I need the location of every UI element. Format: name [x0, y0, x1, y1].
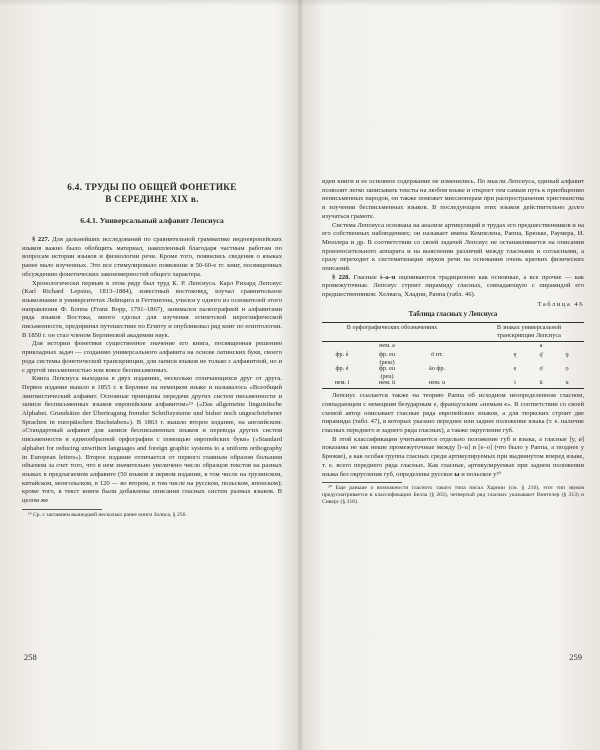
table-label: Таблица 46: [537, 300, 584, 308]
transcription-symbol: ẹ: [513, 365, 517, 373]
header-transcription-line-2: транскрипции Лепсиуса: [497, 332, 561, 340]
paragraph-228: [322, 274, 584, 300]
paragraph-text-a: Гласные: [350, 273, 381, 281]
orth-front: фр. è: [335, 351, 349, 359]
orth-central-main: нем. ü: [378, 379, 396, 387]
transcription-symbol: ọ̈: [539, 365, 543, 373]
page-number: 258: [24, 652, 37, 662]
table-header: [322, 323, 584, 342]
vowel-table: [322, 322, 584, 389]
orth-central-main: фр. eu: [378, 365, 396, 373]
orth-central-example: (peur): [379, 359, 395, 367]
paragraph-editions: Книга Лепсиуса выходила в двух изданиях, несколько отличающихся друг от друга. Первое издание вышло в 1855 г. в Берлине на немецком языке и называлось «Всеобщий лингвистический алфавит. Основные принципы передачи других систем письменности и записи бесписьменных языков европейским алфавитом»¹⁹ («Das allgemeine linguistische Alphabet. Grundsätze der Übertragung fremder Schriftsysteme und bisher noch ungeschriebener Sprachen in europäischen Buchstaben»). В 1863 г. вышло второе издание, на английском: «Стандартный алфавит для записи бесписьменных языков и перевода других систем письменности в единообразной орфографии с помощью европейских букв» («Standard alphabet for reducing unwritten languages and foreign graphic systems to a uniform orthography in European letters»). Второе издание отличается от первого главным образом большим объемом за счет того, что в нем значительно увеличено число образцов текстов на разных языках в предлагаемом алфавите (50 языков в первом издании, в том числе на грузинском, китайском, монгольском, в 120 — во втором, в том числе на русском, польском, японском); кроме того, в текст книги были добавлены описания гласных систем разных языков. В целом же: [22, 375, 282, 505]
paragraph-rapp-theory: Лепсиус ссылается также на теорию Раппа об исходном неопределенном гласном, совпадающем с немецким безударным e, французским «немым e». В соответствии со своей схемой автор описывает гласные ряда европейских языков, а для тюркских строит две пирамиды (табл. 47), в которых указано переднее или заднее положение языка (т. е. наличие гласных переднего и заднего ряда гласных), а также округление губ.: [322, 392, 584, 435]
paragraph-text-end: и польское y²⁰: [459, 470, 502, 478]
right-page-text: [322, 178, 584, 506]
section-number: § 228.: [332, 273, 351, 281]
transcription-symbol: ę: [513, 351, 517, 359]
transcription-symbol: u: [565, 379, 569, 387]
transcription-symbol: ü: [539, 379, 543, 387]
right-page: [300, 0, 600, 750]
orth-back: äо фр.: [428, 365, 446, 373]
footnote: ¹⁹ Ср. с заглавием вышедшей несколько ранее книги Золиса, § 256.: [28, 511, 187, 518]
orth-central-main: фр. eu: [378, 351, 396, 359]
footnote-rule: [22, 509, 102, 510]
paragraph-text: Для дальнейших исследований по сравнительной грамматике индоевропейских языков важно было обобщить материал, накопленный благодаря частным работам по вопросам истории языков и физиологии речи. Кроме того, появились сведения о языках ранее мало изученных. Это все стимулировало появление в 50-60-е гг. книг, посвященных обсуждению фонетических закономерностей общего характера.: [22, 236, 282, 278]
table-row: [322, 342, 584, 351]
chapter-title-line-1: 6.4. ТРУДЫ ПО ОБЩЕЙ ФОНЕТИКЕ: [67, 182, 237, 192]
table-body: [322, 342, 584, 388]
footnote-rule: [322, 482, 402, 483]
left-page-text: [22, 236, 282, 519]
orth-central-example: (peu): [380, 373, 394, 381]
paragraph-alphabet-purpose: Для истории фонетики существенное значение его книга, посвященная решению прикладных задач — созданию универсального алфавита на основе латинских букв, своего рода системы фонетической транскрипции, для записи языков не только с алфавитной, но и с другой письменностью или вовсе бесписьменных.: [22, 340, 282, 374]
russian-vowel: ы: [454, 470, 460, 478]
table-row: [322, 365, 584, 379]
orth-front: фр. é: [335, 365, 349, 373]
paragraph-continued: идеи книги и ее основное содержание не изменились. По мысли Лепсиуса, единый алфавит позволит легко записывать тексты на любом языке и откроет тем самым путь к приобщению неписьменных народов, он также поможет миссионерам при распространении христианства и изучении бесписьменных языков. В последующем этих языков действительно долго изучаться грамоте.: [322, 178, 584, 220]
table-title: Таблица гласных у Лепсиуса: [408, 310, 498, 318]
table-row: [322, 379, 584, 388]
paragraph-text-b: оцениваются традиционно как основные, а все прочие — как промежуточные. Лепсиус строит пирамиду гласных, совпадающую с пирамидой его предшественников: Хелвага, Хладни, Раппа (табл. 46).: [322, 273, 584, 299]
basic-vowels: i–a–u: [380, 273, 396, 281]
transcription-symbol: ǫ̈: [539, 351, 543, 359]
chapter-title-line-2: В СЕРЕДИНЕ XIX в.: [105, 194, 199, 204]
paragraph-lepsius-bio: Хронологически первым в этом ряду был труд К. Р. Лепсиуса. Карл Рихард Лепсиус (Karl Richard Lepsius, 1813–1884), известный востоковед, изучал сравнительное языкознание в университетах Лейпцига и Геттингена, учился у одного из основателей этого направления Ф. Боппа (Franz Bopp, 1791–1867), занимался палеографией и алфавитами ряда языков Востока, много сделал для изучения египетской иероглифической письменности, предпринял путешествие по Египту и опубликовал ряд книг по египтологии. В 1850 г. он стал членом Берлинской академии наук.: [22, 279, 282, 339]
orth-back: ö нт.: [431, 351, 443, 359]
transcription-symbol: ǫ: [565, 351, 569, 359]
paragraph-227: [22, 236, 282, 280]
paragraph-system: Система Лепсиуса основана на анализе артикуляций в трудах его предшественников и на его собственных наблюдениях; он называет имена Кемпелена, Раппа, Брюкке, Раумера, И. Мюллера и др. В соответствии со своей задачей Лепсиус не останавливается на описании произносительного аппарата и на выяснении различий между гласными и согласными, а сразу переходит к систематизации звуков речи на основании очень кратких физических описаний.: [322, 221, 584, 273]
transcription-symbol: ọ: [565, 365, 569, 373]
footnote: ²⁰ Еще раньше о возможности гласного такого типа писал Харнии (см. § 216), этот тип звуков предусматривается в классификации Белла (§ 263), четвертый ряд гласных указывают Винтелер (§ 313) и Сиверс (§ 318).: [322, 485, 584, 506]
header-transcription: [474, 324, 584, 340]
orth-central: [362, 342, 412, 350]
orth-back: нем. u: [428, 379, 446, 387]
page-number: 259: [569, 652, 582, 662]
table-row: [322, 351, 584, 365]
chapter-title: [22, 181, 282, 205]
paragraph-classification: [322, 436, 584, 480]
header-transcription-line-1: В знаках универсальной: [496, 324, 562, 332]
orth-central: [362, 379, 412, 387]
transcription-symbol: a: [539, 342, 543, 350]
paragraph-text: В этой классификации учитываются отдельно положение губ и языка, а гласные [у, ø] показаны не как некие промежуточные между [i–u] и [e–o] (что было у Раппа, а позднее у Брюкке), а как особая группа гласных среди артикулируемых при выдвинутом вперед языке, т. е. всего переднего ряда гласных. Как гласные, артикулируемые при заднем положении языка без округления губ, определены русское: [322, 435, 584, 478]
transcription-symbol: i: [514, 379, 516, 387]
header-orthographic: В орфографических обозначениях: [346, 324, 438, 332]
section-number: § 227.: [32, 236, 50, 243]
orth-front: нем. i: [334, 379, 350, 387]
section-title: 6.4.1. Универсальный алфавит Лепсиуса: [80, 216, 224, 225]
orth-central-main: нем. a: [379, 342, 395, 350]
